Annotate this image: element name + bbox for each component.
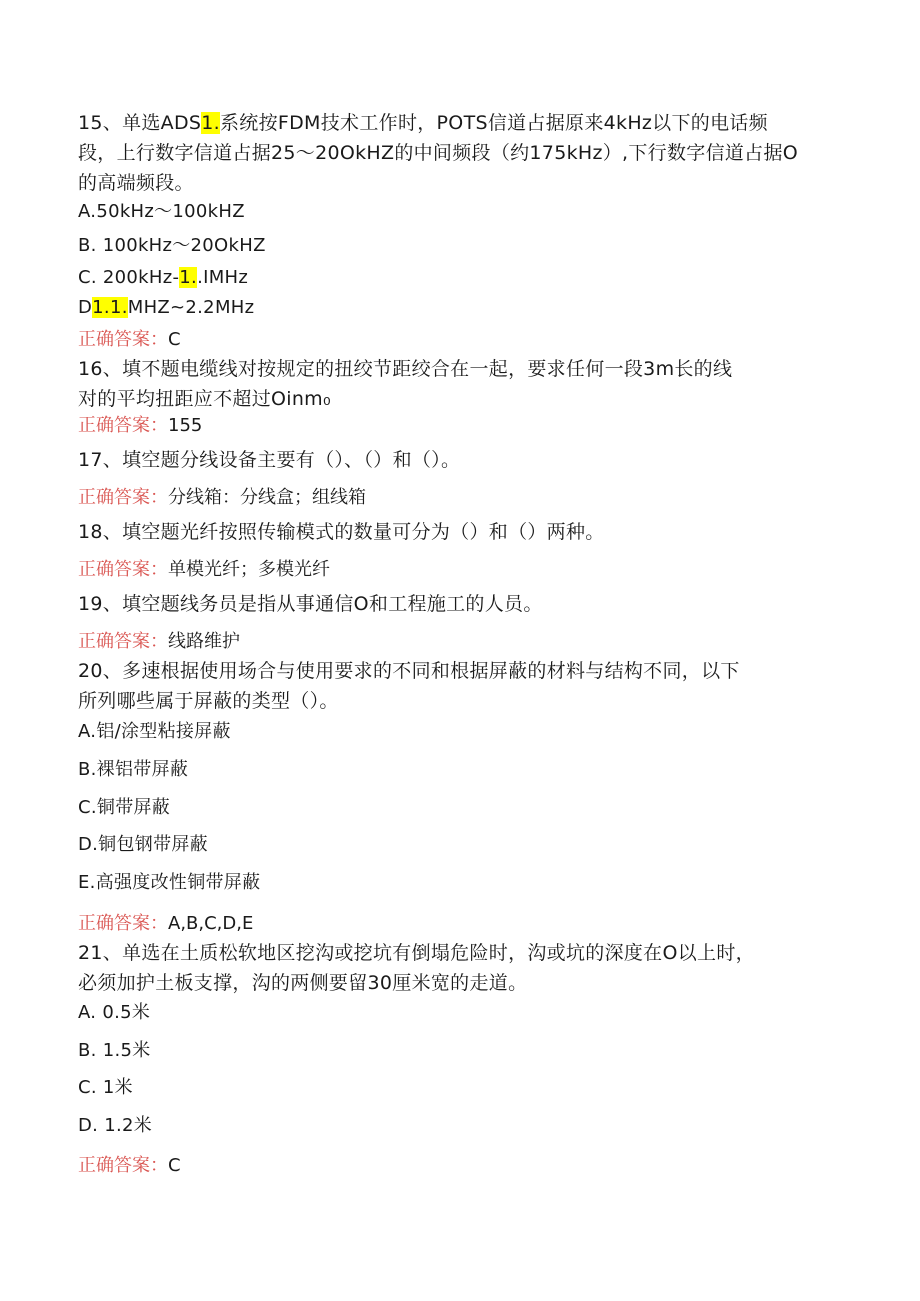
q21-option-c: C. 1米 xyxy=(78,1077,133,1098)
question-20 xyxy=(78,656,858,716)
question-15 xyxy=(78,108,858,198)
q15-option-c: C. 200kHz-1..IMHz xyxy=(78,267,249,288)
answer-label: 正确答案： xyxy=(78,559,168,580)
q20-answer xyxy=(78,912,858,936)
answer-label: 正确答案： xyxy=(78,631,168,652)
question-15-line-2: 段，上行数字信道占据25～20OkHZ的中间频段（约175kHz）,下行数字信道占据O xyxy=(78,142,799,164)
highlight-mark: 1. xyxy=(201,112,220,134)
answer-value: 线路维护 xyxy=(168,631,240,652)
answer-label: 正确答案： xyxy=(78,415,168,436)
answer-value: 155 xyxy=(168,415,203,436)
question-16 xyxy=(78,354,858,414)
question-17: 17、填空题分线设备主要有（）、（）和（）。 xyxy=(78,449,461,471)
q21-option-a: A. 0.5米 xyxy=(78,1002,151,1023)
highlight-mark: 1.1. xyxy=(92,297,128,318)
q19-answer xyxy=(78,630,858,654)
question-21-line-1: 21、单选在土质松软地区挖沟或挖坑有倒塌危险时，沟或坑的深度在O以上时， xyxy=(78,942,755,964)
answer-label: 正确答案： xyxy=(78,913,168,934)
question-16-line-2: 对的平均扭距应不超过Oinm₀ xyxy=(78,388,331,410)
q21-option-b: B. 1.5米 xyxy=(78,1040,151,1061)
q20-option-c: C.铜带屏蔽 xyxy=(78,797,171,818)
answer-value: C xyxy=(168,1155,181,1176)
q15-answer xyxy=(78,328,858,352)
question-19: 19、填空题线务员是指从事通信O和工程施工的人员。 xyxy=(78,593,543,615)
answer-value: 分线箱：分线盒；组线箱 xyxy=(168,487,366,508)
q18-answer xyxy=(78,558,858,582)
answer-label: 正确答案： xyxy=(78,1155,168,1176)
answer-value: 单模光纤；多模光纤 xyxy=(168,559,330,580)
q20-option-b: B.裸铝带屏蔽 xyxy=(78,759,189,780)
answer-value: C xyxy=(168,329,181,350)
q21-option-d: D. 1.2米 xyxy=(78,1115,153,1136)
q15-option-d: D1.1.MHZ~2.2MHz xyxy=(78,297,255,318)
question-15-line-3: 的高端频段。 xyxy=(78,172,194,194)
question-20-line-1: 20、多速根据使用场合与使用要求的不同和根据屏蔽的材料与结构不同，以下 xyxy=(78,660,740,682)
question-21 xyxy=(78,938,858,998)
answer-label: 正确答案： xyxy=(78,329,168,350)
q17-answer xyxy=(78,486,858,510)
q16-answer xyxy=(78,414,858,438)
q15-option-a: A.50kHz～100kHZ xyxy=(78,201,245,222)
highlight-mark: 1. xyxy=(179,267,198,288)
q21-answer xyxy=(78,1154,858,1178)
answer-label: 正确答案： xyxy=(78,487,168,508)
question-16-line-1: 16、填不题电缆线对按规定的扭绞节距绞合在一起，要求任何一段3m长的线 xyxy=(78,358,733,380)
q20-option-a: A.铝/涂型粘接屏蔽 xyxy=(78,721,231,742)
answer-value: A,B,C,D,E xyxy=(168,913,254,934)
question-15-line-1: 15、单选ADS1.系统按FDM技术工作时，POTS信道占据原来4kHz以下的电话频 xyxy=(78,112,768,134)
question-20-line-2: 所列哪些属于屏蔽的类型（）。 xyxy=(78,690,339,712)
question-18: 18、填空题光纤按照传输模式的数量可分为（）和（）两种。 xyxy=(78,521,605,543)
q20-option-e: E.高强度改性铜带屏蔽 xyxy=(78,872,261,893)
q20-option-d: D.铜包钢带屏蔽 xyxy=(78,834,208,855)
q15-option-b: B. 100kHz～20OkHZ xyxy=(78,235,266,256)
question-21-line-2: 必须加护土板支撑，沟的两侧要留30厘米宽的走道。 xyxy=(78,972,528,994)
